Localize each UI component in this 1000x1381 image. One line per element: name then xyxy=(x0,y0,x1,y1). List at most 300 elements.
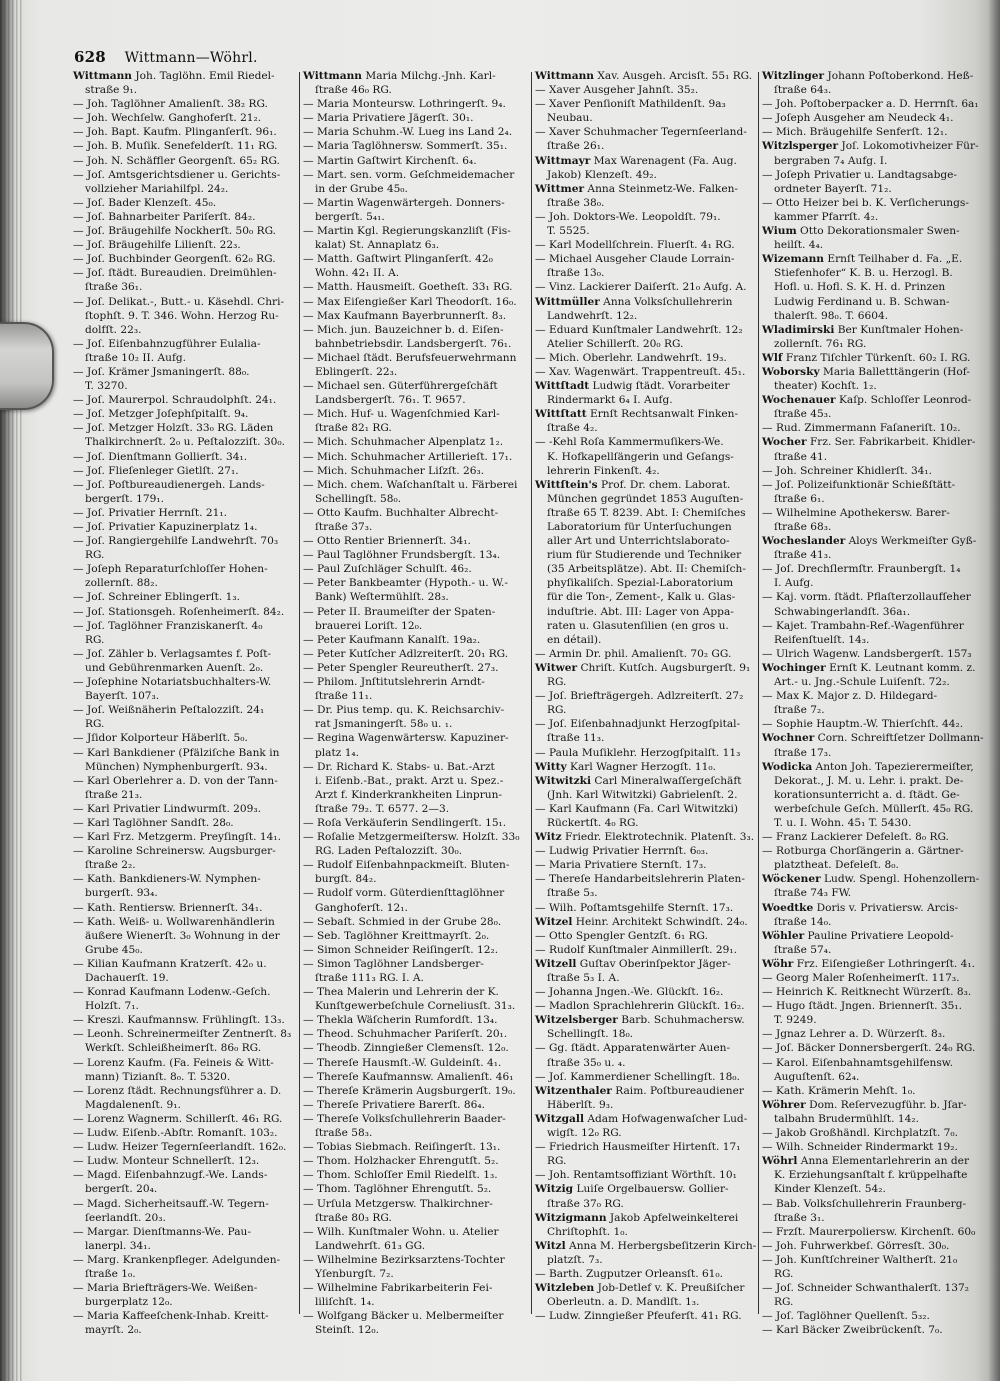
entry-text: Ber Kunſtmaler Hohen- xyxy=(834,323,964,336)
surname: Wladimirski xyxy=(762,323,835,336)
entry-text: — Kath. Weiß- u. Wollwarenhändlerin xyxy=(73,915,275,928)
directory-entry xyxy=(303,605,529,619)
entry-text: — Dr. Pius temp. qu. K. Reichsarchiv- xyxy=(303,704,505,717)
entry-text: — Roſa Verkäuferin Sendlingerſt. 15₁. xyxy=(303,816,507,829)
entry-text: ſtophſt. 9. T. 346. Wohn. Herzog Ru- xyxy=(85,309,279,322)
entry-text: Oberleutn. a. D. Mandlſt. 1₃. xyxy=(547,1296,700,1309)
entry-text: — Thereſe Krämerin Augsburgerſt. 19₀. xyxy=(303,1084,516,1097)
entry-continuation xyxy=(762,915,997,929)
entry-continuation xyxy=(762,703,997,717)
entry-text: — Mich. Huf- u. Wagenſchmied Karl- xyxy=(303,408,500,421)
directory-entry xyxy=(303,464,529,478)
surname: Wittmayr xyxy=(535,154,591,167)
directory-entry xyxy=(535,647,757,661)
directory-entry xyxy=(762,196,997,210)
entry-text: — Ludw. Heizer Tegernſeerlandſt. 162₀. xyxy=(73,1141,287,1154)
directory-entry xyxy=(535,717,757,731)
entry-text: — Kath. Rentiersw. Briennerſt. 34₁. xyxy=(73,901,263,914)
directory-entry xyxy=(535,97,757,111)
entry-text: — Otto Rentier Briennerſt. 34₁. xyxy=(303,535,471,548)
entry-continuation xyxy=(762,520,997,534)
entry-text: — Joſ. Weißnäherin Peſtalozziſt. 24₁ xyxy=(73,704,265,717)
entry-text: — Karl Modellſchrein. Fluerſt. 4₁ RG. xyxy=(535,239,735,252)
entry-text: München) Nymphenburgerſt. 93₄. xyxy=(85,760,268,773)
entry-text: — Joſ. Amtsgerichtsdiener u. Gerichts- xyxy=(73,168,281,181)
entry-text: Corn. Schreiftſetzer Dollmann- xyxy=(814,732,984,745)
entry-continuation xyxy=(73,435,297,449)
entry-continuation xyxy=(535,619,757,633)
entry-text: — Kreszi. Kaufmannsw. Frühlingſt. 13₃. xyxy=(73,1014,285,1027)
directory-entry xyxy=(303,548,529,562)
entry-text: — Joſeph Ausgeher am Neudeck 4₁. xyxy=(762,112,954,125)
entry-text: — Wilhelmine Apothekersw. Barer- xyxy=(762,506,950,519)
entry-text: — Wilhelmine Fabrikarbeiterin Fei- xyxy=(303,1282,493,1295)
entry-continuation xyxy=(535,266,757,280)
entry-text: Guſtav Oberinſpektor Jäger- xyxy=(576,957,731,970)
directory-entry xyxy=(762,421,997,435)
entry-text: — Seb. Taglöhner Kreittmayrſt. 2₀. xyxy=(303,929,490,942)
entry-text: — Joſ. Dienſtmann Gollierſt. 34₁. xyxy=(73,450,248,463)
entry-text: platz 1₄. xyxy=(315,746,360,759)
entry-continuation xyxy=(303,365,529,379)
entry-text: Anton Joh. Tapezierermeiſter, xyxy=(812,760,974,773)
entry-continuation xyxy=(73,971,297,985)
directory-entry xyxy=(303,1140,529,1154)
entry-text: Landwehrſt. 12₂. xyxy=(547,309,638,322)
entry-text: — Thom. Taglöhner Ehrengutſt. 5₂. xyxy=(303,1183,492,1196)
page-edge-shadow xyxy=(988,0,1000,1381)
directory-entry xyxy=(303,407,529,421)
directory-entry xyxy=(73,562,297,576)
entry-continuation xyxy=(535,605,757,619)
entry-text: ſtraße 6₁. xyxy=(774,492,825,505)
surname-entry xyxy=(762,323,997,337)
entry-text: Hofl. u. Hofl. S. K. H. d. Prinzen xyxy=(774,281,946,294)
entry-text: vollzieher Mariahilfpl. 24₂. xyxy=(85,182,229,195)
entry-text: ſtraße 13₀. xyxy=(547,267,605,280)
entry-text: Dachauerſt. 19. xyxy=(85,972,169,984)
directory-entry xyxy=(303,1182,529,1196)
entry-continuation xyxy=(762,605,997,619)
entry-text: — Thereſe Hausmſt.-W. Guldeinſt. 4₁. xyxy=(303,1056,502,1069)
entry-text: — Wilh. Poſtamtsgehilfe Sternſt. 17₃. xyxy=(535,901,734,914)
entry-text: rat Jsmaningerſt. 58₀ u. ₁. xyxy=(315,718,453,731)
entry-text: — Karl Frz. Metzgerm. Preyſingſt. 14₁. xyxy=(73,831,281,844)
directory-entry xyxy=(303,111,529,125)
directory-entry xyxy=(762,125,997,139)
entry-text: bergerſt. 20₄. xyxy=(85,1183,158,1196)
directory-entry xyxy=(762,168,997,182)
entry-text: dolfſt. 22₃. xyxy=(85,323,142,336)
entry-text: — Johanna Jngen.-We. Glückſt. 16₂. xyxy=(535,986,724,999)
entry-continuation xyxy=(762,774,997,788)
entry-text: Reifenſtuelſt. 14₃. xyxy=(774,633,870,646)
entry-text: — Karol. Eiſenbahnamtsgehilfensw. xyxy=(762,1056,953,1069)
directory-entry xyxy=(762,1253,997,1267)
directory-entry xyxy=(303,1056,529,1070)
entry-text: Kinder Klenzeſt. 54₂. xyxy=(774,1183,886,1196)
entry-continuation xyxy=(762,675,997,689)
entry-continuation xyxy=(762,576,997,590)
directory-entry xyxy=(762,1140,997,1154)
entry-text: talbahn Brudermühlſt. 14₂. xyxy=(774,1112,919,1125)
entry-continuation xyxy=(535,534,757,548)
surname-entry xyxy=(535,69,757,83)
entry-text: ſtraße 17₃. xyxy=(774,746,832,759)
directory-entry xyxy=(303,1084,529,1098)
entry-continuation xyxy=(535,309,757,323)
entry-continuation xyxy=(73,280,297,294)
entry-text: — Joh. Schreiner Khidlerſt. 34₁. xyxy=(762,464,933,477)
surname: Wittmer xyxy=(535,182,585,195)
directory-entry xyxy=(535,1041,757,1055)
entry-text: kalat) St. Annaplatz 6₃. xyxy=(315,239,440,252)
entry-text: Bank) Weſtermühlſt. 28₃. xyxy=(315,591,449,604)
entry-text: — Joſ. Delikat.-, Butt.- u. Käsehdl. Chri- xyxy=(73,295,285,308)
entry-continuation xyxy=(762,492,997,506)
directory-entry xyxy=(73,266,297,280)
entry-text: — Ulrich Wagenw. Landsbergerſt. 157₃ xyxy=(762,647,972,660)
entry-text: — Max Kaufmann Bayerbrunnerſt. 8₃. xyxy=(303,309,507,322)
directory-entry xyxy=(73,365,297,379)
entry-continuation xyxy=(762,1267,997,1281)
directory-entry xyxy=(303,647,529,661)
directory-entry xyxy=(73,1154,297,1168)
entry-text: Anna Steinmetz-We. Falken- xyxy=(584,182,739,195)
entry-text: Raim. Poſtbureaudiener xyxy=(611,1084,744,1097)
entry-text: Ludwig Ferdinand u. B. Schwan- xyxy=(774,295,950,308)
directory-entry xyxy=(535,252,757,266)
directory-entry xyxy=(73,1197,297,1211)
entry-text: — Joſ. Flieſenleger Gietlſt. 27₁. xyxy=(73,464,239,477)
entry-continuation xyxy=(762,943,997,957)
entry-text: werbeſchule Geſch. Müllerſt. 45₀ RG. xyxy=(774,802,974,815)
entry-text: Johann Poſtoberkond. Heß- xyxy=(824,70,974,82)
directory-entry xyxy=(762,1027,997,1041)
entry-text: — Thom. Schloſſer Emil Riedelſt. 1₃. xyxy=(303,1169,498,1182)
directory-entry xyxy=(303,633,529,647)
directory-entry xyxy=(535,943,757,957)
surname: Woedtke xyxy=(762,901,814,914)
directory-entry xyxy=(303,478,529,492)
directory-entry xyxy=(303,915,529,929)
surname-entry xyxy=(535,1084,757,1098)
directory-entry xyxy=(73,731,297,745)
entry-text: — Maria Privatiere Sternſt. 17₃. xyxy=(535,859,707,872)
surname: Witzenthaler xyxy=(535,1084,612,1097)
entry-text: — Thekla Wäſcherin Rumfordſt. 13₄. xyxy=(303,1014,498,1027)
entry-text: — Joh. Poſtoberpacker a. D. Herrnſt. 6a₁ xyxy=(762,98,979,111)
surname-entry xyxy=(535,295,757,309)
entry-text: — Joſeph Privatier u. Landtagsabge- xyxy=(762,168,958,181)
entry-text: Dom. Reſervezugführ. b. Jſar- xyxy=(805,1098,967,1111)
running-title: Wittmann—Wöhrl. xyxy=(124,50,258,66)
surname-entry xyxy=(535,182,757,196)
entry-text: ſtraße 82₁ RG. xyxy=(315,422,392,435)
directory-column-1 xyxy=(73,69,297,1337)
entry-continuation xyxy=(73,1323,297,1337)
surname-entry xyxy=(762,731,997,745)
surname: Witzlsperger xyxy=(762,140,839,153)
entry-text: — Karl Taglöhner Sandſt. 28₀. xyxy=(73,816,234,829)
entry-text: Max Warenagent (Fa. Aug. xyxy=(590,154,737,167)
entry-continuation xyxy=(73,1041,297,1055)
directory-entry xyxy=(303,703,529,717)
directory-entry xyxy=(303,1112,529,1126)
entry-continuation xyxy=(535,196,757,210)
entry-text: — Margar. Dienſtmanns-We. Pau- xyxy=(73,1225,251,1238)
entry-text: — Joſ. Schneider Schwanthalerſt. 137₂ xyxy=(762,1282,969,1295)
directory-entry xyxy=(303,731,529,745)
entry-continuation xyxy=(535,731,757,745)
entry-text: — Eduard Kunſtmaler Landwehrſt. 12₂ xyxy=(535,323,743,336)
directory-entry xyxy=(73,985,297,999)
entry-text: platztheat. Defeleſt. 8₀. xyxy=(774,859,899,872)
entry-text: — Paula Muſiklehr. Herzogſpitalſt. 11₃ xyxy=(535,746,741,759)
directory-entry xyxy=(303,196,529,210)
entry-continuation xyxy=(303,802,529,816)
entry-text: theater) Kochſt. 1₂. xyxy=(774,380,877,393)
surname: Wochner xyxy=(762,732,815,745)
entry-text: ſtraße 74₃ FW. xyxy=(774,887,852,900)
entry-continuation xyxy=(535,788,757,802)
directory-entry xyxy=(762,689,997,703)
directory-entry xyxy=(762,464,997,478)
entry-text: — Joh. Taglöhner Amalienſt. 38₂ RG. xyxy=(73,98,268,111)
entry-continuation xyxy=(73,1239,297,1253)
directory-entry xyxy=(762,830,997,844)
directory-entry xyxy=(303,760,529,774)
entry-text: — Mich. jun. Bauzeichner b. d. Eiſen- xyxy=(303,323,504,336)
surname: Wittmann xyxy=(535,70,595,82)
entry-continuation xyxy=(762,633,997,647)
entry-text: — Karl Bankdiener (Pfälziſche Bank in xyxy=(73,746,280,759)
surname: Wöhr xyxy=(762,957,794,970)
surname-entry xyxy=(535,661,757,675)
entry-continuation xyxy=(762,816,997,830)
entry-text: — Marg. Krankenpfleger. Adelgunden- xyxy=(73,1253,281,1266)
surname: Witzell xyxy=(535,957,577,970)
entry-text: äußere Wienerſt. 3₀ Wohnung in der xyxy=(85,929,280,942)
entry-continuation xyxy=(73,760,297,774)
entry-text: — Paul Taglöhner Frundsbergſt. 13₄. xyxy=(303,549,501,562)
entry-text: — Barth. Zugputzer Orleansſt. 61₀. xyxy=(535,1267,724,1280)
entry-text: — Tobias Siebmach. Reiſingerſt. 13₁. xyxy=(303,1141,501,1154)
surname: Witwer xyxy=(535,661,578,674)
entry-text: — Joſ. Eiſenbahnadjunkt Herzogſpital- xyxy=(535,718,741,731)
directory-entry xyxy=(73,407,297,421)
surname-entry xyxy=(762,393,997,407)
directory-entry xyxy=(73,506,297,520)
directory-entry xyxy=(303,1041,529,1055)
entry-text: ſtraße 26₁. xyxy=(547,140,605,153)
directory-entry xyxy=(73,1126,297,1140)
entry-text: — Leonh. Schreinermeiſter Zentnerſt. 8₃ xyxy=(73,1028,292,1041)
entry-text: in der Grube 45₀. xyxy=(315,182,408,195)
directory-entry xyxy=(762,97,997,111)
entry-text: ſtraße 64₃. xyxy=(774,84,832,97)
surname: Woborsky xyxy=(762,365,820,378)
entry-text: raten u. Glasutenſilien (en gros u. xyxy=(547,619,729,632)
surname-entry xyxy=(535,915,757,929)
entry-text: — Otto Kaufm. Buchhalter Albrecht- xyxy=(303,506,499,519)
surname-entry xyxy=(762,760,997,774)
entry-text: Job-Detlef v. K. Preußiſcher xyxy=(594,1282,745,1295)
entry-continuation xyxy=(762,1182,997,1196)
entry-text: — Michael Ausgeher Claude Lorrain- xyxy=(535,253,735,266)
surname-entry xyxy=(303,69,529,83)
entry-text: ſtraße 45₃. xyxy=(774,408,832,421)
entry-text: — Wilh. Kunſtmaler Wohn. u. Atelier xyxy=(303,1225,499,1238)
entry-text: thalerſt. 98₀. T. 6604. xyxy=(774,309,889,322)
directory-entry xyxy=(303,886,529,900)
entry-continuation xyxy=(303,619,529,633)
surname-entry xyxy=(762,534,997,548)
entry-text: RG. xyxy=(85,718,105,731)
entry-continuation xyxy=(73,943,297,957)
entry-text: platzſt. 7₃. xyxy=(547,1253,603,1266)
directory-entry xyxy=(535,689,757,703)
entry-text: ſtraße 79₂. T. 6577. 2—3. xyxy=(315,802,450,815)
entry-text: RG. Laden Peſtalozziſt. 30₀. xyxy=(315,845,463,858)
directory-entry xyxy=(73,844,297,858)
directory-entry xyxy=(73,915,297,929)
entry-text: Yſenburgſt. 7₂. xyxy=(315,1267,394,1280)
entry-text: — Joſ. Privatier Kapuzinerplatz 1₄. xyxy=(73,521,258,533)
entry-continuation xyxy=(535,675,757,689)
entry-continuation xyxy=(762,548,997,562)
entry-text: Anna M. Herbergsbeſitzerin Kirch- xyxy=(565,1239,757,1252)
entry-text: — Joſ. Schreiner Eblingerſt. 1₃. xyxy=(73,591,240,604)
entry-text: — Joſ. Metzger Joſephſpitalſt. 9₄. xyxy=(73,408,249,421)
entry-text: — Joſ. Bräugehilfe Nockherſt. 50₀ RG. xyxy=(73,225,277,238)
surname-entry xyxy=(535,760,757,774)
entry-continuation xyxy=(535,1154,757,1168)
entry-text: — Joh. Wechſelw. Ganghoferſt. 21₂. xyxy=(73,112,262,125)
directory-entry xyxy=(303,295,529,309)
directory-entry xyxy=(303,1027,529,1041)
entry-text: Karl Wagner Herzogſt. 11₀. xyxy=(566,760,717,773)
surname: Witzgall xyxy=(535,1112,584,1125)
entry-text: — Friedrich Hausmeiſter Hirtenſt. 17₁ xyxy=(535,1141,741,1154)
entry-continuation xyxy=(303,999,529,1013)
entry-continuation xyxy=(762,1112,997,1126)
surname-entry xyxy=(762,661,997,675)
entry-text: — Maria Briefträgers-We. Weißen- xyxy=(73,1282,258,1295)
entry-text: bergerſt. 5₄₁. xyxy=(315,210,385,223)
entry-text: ſtraße 35₀ u. ₄. xyxy=(547,1056,626,1069)
entry-continuation xyxy=(73,1295,297,1309)
entry-text: — Thereſe Volksſchullehrerin Baader- xyxy=(303,1112,506,1125)
entry-text: — Joh. Fuhrwerkbeſ. Görresſt. 30₀. xyxy=(762,1239,950,1252)
entry-text: burgſt. 84₂. xyxy=(315,873,377,886)
surname-entry xyxy=(762,1098,997,1112)
entry-text: — Joſ. Polizeifunktionär Schießſtätt- xyxy=(762,478,956,491)
directory-entry xyxy=(73,1056,297,1070)
page-edges xyxy=(0,0,22,1381)
column-rule xyxy=(758,72,759,1314)
directory-entry xyxy=(762,1056,997,1070)
entry-text: — Martin Kgl. Regierungskanzliſt (Fis- xyxy=(303,225,511,238)
entry-text: I. Aufg. xyxy=(774,577,814,590)
entry-text: — Frzſt. Maurerpoliersw. Kirchenſt. 60₀ xyxy=(762,1225,976,1238)
directory-entry xyxy=(535,929,757,943)
directory-entry xyxy=(303,576,529,590)
entry-text: Stiefenhofer“ K. B. u. Herzogl. B. xyxy=(774,267,953,280)
entry-text: — Gg. ſtädt. Apparatenwärter Auen- xyxy=(535,1042,731,1055)
directory-entry xyxy=(762,111,997,125)
entry-text: ſtraße 21₃. xyxy=(85,788,143,801)
directory-entry xyxy=(303,943,529,957)
entry-continuation xyxy=(73,689,297,703)
entry-text: RG. xyxy=(774,1267,794,1280)
entry-text: induſtrie. Abt. III: Lager von Appa- xyxy=(547,605,734,618)
entry-text: ſtraße 46₀ RG. xyxy=(315,84,392,97)
directory-entry xyxy=(73,154,297,168)
page-clip xyxy=(0,322,54,410)
entry-continuation xyxy=(762,1168,997,1182)
directory-entry xyxy=(303,929,529,943)
entry-text: Franz Tiſchler Türkenſt. 60₂ I. RG. xyxy=(782,351,971,364)
directory-entry xyxy=(73,125,297,139)
entry-continuation xyxy=(762,1295,997,1309)
surname-entry xyxy=(535,1239,757,1253)
directory-entry xyxy=(73,337,297,351)
entry-text: — Joſ. Zähler b. Verlagsamtes f. Poſt- xyxy=(73,647,272,660)
entry-text: Rindermarkt 6₄ I. Aufg. xyxy=(547,394,673,407)
entry-text: — Simon Schneider Reiſingerſt. 12₂. xyxy=(303,943,499,956)
directory-entry xyxy=(303,1168,529,1182)
entry-text: ſtraße 57₄. xyxy=(774,943,832,956)
entry-text: Anna Elementarlehrerin an der xyxy=(797,1155,970,1168)
entry-text: — Matth. Gaſtwirt Plinganſerſt. 42₀ xyxy=(303,253,493,266)
directory-entry xyxy=(762,1041,997,1055)
entry-text: — Urſula Metzgersw. Thalkirchner- xyxy=(303,1197,493,1210)
entry-text: Neubau. xyxy=(547,112,593,125)
directory-entry xyxy=(535,238,757,252)
directory-entry xyxy=(535,844,757,858)
surname-entry xyxy=(535,1281,757,1295)
directory-entry xyxy=(762,1323,997,1337)
entry-continuation xyxy=(762,1211,997,1225)
entry-continuation xyxy=(303,266,529,280)
entry-continuation xyxy=(762,266,997,280)
entry-text: — Jgnaz Lehrer a. D. Würzerſt. 8₃. xyxy=(762,1028,946,1041)
entry-continuation xyxy=(73,379,297,393)
entry-text: — Mich. Oberlehr. Landwehrſt. 19₃. xyxy=(535,351,727,364)
entry-text: Luiſe Orgelbauersw. Gollier- xyxy=(573,1183,729,1196)
entry-text: — Roſalie Metzgermeiſtersw. Holzſt. 33₀ xyxy=(303,831,520,844)
surname-entry xyxy=(535,1182,757,1196)
directory-entry xyxy=(73,520,297,534)
entry-continuation xyxy=(535,548,757,562)
entry-text: — Max Eiſengießer Karl Theodorſt. 16₀. xyxy=(303,295,517,308)
entry-text: — Karoline Schreinersw. Augsburger- xyxy=(73,845,276,858)
entry-text: — Madlon Sprachlehrerin Glückſt. 16₂. xyxy=(535,1000,745,1013)
entry-text: K. Hofkapellſängerin und Geſangs- xyxy=(547,450,734,463)
directory-entry xyxy=(73,1112,297,1126)
directory-entry xyxy=(762,506,997,520)
surname: Wocheslander xyxy=(762,535,846,548)
surname: Wocher xyxy=(762,436,807,449)
directory-entry xyxy=(303,1013,529,1027)
entry-text: — Jakob Großhändl. Kirchplatzſt. 7₀. xyxy=(762,1127,959,1140)
surname-entry xyxy=(535,830,757,844)
entry-text: — Kilian Kaufmann Kratzerſt. 42₀ u. xyxy=(73,957,267,970)
directory-entry xyxy=(762,478,997,492)
entry-text: Frz. Eiſengießer Lothringerſt. 4₁. xyxy=(793,957,975,970)
entry-text: — Peter Spengler Reureutherſt. 27₃. xyxy=(303,661,499,674)
